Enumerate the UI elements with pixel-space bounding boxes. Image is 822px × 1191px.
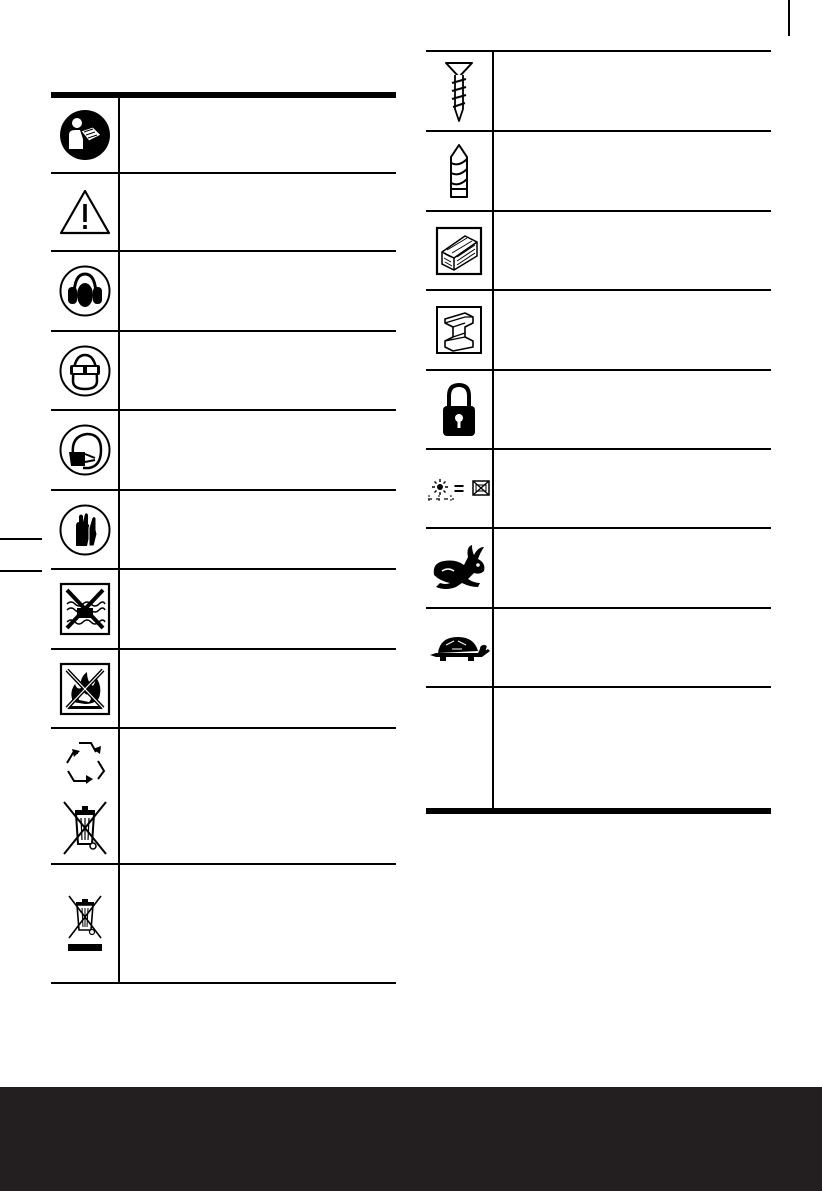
read-manual-icon — [51, 98, 118, 172]
row-description — [120, 174, 396, 250]
gloves-icon — [51, 491, 118, 568]
footer-bar — [0, 1087, 822, 1191]
table-row — [51, 252, 396, 330]
row-description — [494, 212, 771, 289]
table-bottom-rule — [51, 982, 396, 984]
wood-icon — [426, 212, 492, 289]
row-description — [120, 98, 396, 172]
blank-icon — [426, 688, 492, 808]
table-row — [51, 729, 396, 863]
warning-triangle-icon — [51, 174, 118, 250]
table-row — [51, 174, 396, 250]
dust-mask-icon — [51, 411, 118, 489]
recycle-icon — [60, 737, 110, 785]
row-description — [494, 291, 771, 369]
table-row — [51, 491, 396, 568]
table-row — [51, 98, 396, 172]
lock-icon — [426, 371, 492, 448]
row-description — [494, 52, 771, 130]
table-row — [426, 371, 771, 448]
table-row — [426, 529, 771, 607]
row-description — [120, 650, 396, 727]
right-symbol-table — [426, 50, 771, 816]
side-tab-marker-bottom — [0, 570, 42, 572]
row-description — [494, 529, 771, 607]
table-row — [51, 332, 396, 409]
table-bottom-rule — [426, 808, 771, 814]
table-row — [426, 212, 771, 289]
row-description — [120, 332, 396, 409]
table-row — [426, 132, 771, 210]
turtle-slow-icon — [426, 609, 492, 686]
row-description — [120, 411, 396, 489]
table-row — [51, 411, 396, 489]
table-row — [426, 609, 771, 686]
row-description — [120, 491, 396, 568]
table-row — [51, 865, 396, 982]
table-row — [51, 650, 396, 727]
weee-bin-icon — [60, 800, 110, 856]
row-description — [494, 371, 771, 448]
row-description — [494, 132, 771, 210]
table-row — [426, 688, 771, 808]
row-description — [120, 570, 396, 648]
rabbit-fast-icon — [426, 529, 492, 607]
ear-protection-icon — [51, 252, 118, 330]
side-tab-marker-top — [0, 538, 42, 540]
no-fire-icon — [51, 650, 118, 727]
row-description — [120, 252, 396, 330]
left-symbol-table — [51, 92, 396, 986]
row-description — [494, 450, 771, 527]
row-description — [494, 688, 771, 808]
weee-bin-bar-icon — [51, 865, 118, 982]
row-description — [120, 865, 396, 982]
recycle-and-weee-bin-icon — [51, 729, 118, 863]
table-row — [426, 450, 771, 527]
screw-icon — [426, 52, 492, 130]
row-description — [120, 729, 396, 863]
no-water-icon — [51, 570, 118, 648]
table-row — [51, 570, 396, 648]
eye-protection-icon — [51, 332, 118, 409]
top-crop-line — [788, 0, 790, 36]
table-row — [426, 291, 771, 369]
led-battery-indicator-icon — [426, 450, 492, 527]
row-description — [494, 609, 771, 686]
equals-sign: = — [453, 478, 465, 499]
drill-bit-icon — [426, 132, 492, 210]
metal-icon — [426, 291, 492, 369]
table-row — [426, 52, 771, 130]
